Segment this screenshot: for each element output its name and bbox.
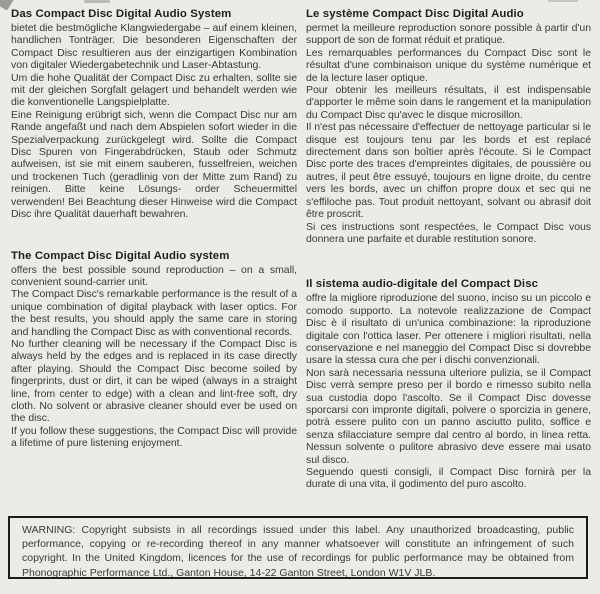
- section-english: [11, 250, 297, 450]
- italian-paragraph-1: offre la migliore riproduzione del suono, inciso su un piccolo e comodo supporto. La notevole realizzazione de Compact Disc è il risultato di un'unica combinazione: la riproduzione digitale con l'ottica laser. Per ottenere i migliori risultati, nella conservazione e nel maneggio del Compact Disc si dovrebbe usare la stessa cura che per i dischi convenzionali.: [306, 292, 591, 367]
- english-section-title: The Compact Disc Digital Audio system: [11, 249, 230, 262]
- copyright-warning-text: WARNING: Copyright subsists in all recordings issued under this label. Any unauthorized broadcasting, public performance, copying or re-recording thereof in any manner whatsoever will constitute an infringement of such copyright. In the United Kingdom, licences for the use of recordings for public performance may be obtained from Phonographic Performance Ltd., Ganton House, 14-22 Ganton Street, London W1V JLB.: [22, 524, 574, 579]
- section-french: [306, 8, 591, 245]
- german-section-title: Das Compact Disc Digital Audio System: [11, 8, 232, 20]
- copyright-warning-box: [8, 516, 588, 579]
- section-german: [11, 8, 297, 221]
- italian-paragraph-2: Non sarà necessaria nessuna ulteriore pulizia, se il Compact Disc verrà sempre preso per il bordo e rimesso subito nella sua custodia dopo l'ascolto. Se il Compact Disc dovesse sporcarsi con impronte digitali, polvere o sporcizia in genere, potrà essere pulito con un panno asciutto pulito, soffice e senza sfilacciature sempre dal centro al bordo, in linea retta. Nessun solvente o pulitore abrasivo deve essere mai usato sul disco.: [306, 366, 591, 466]
- french-paragraph-1: permet la meilleure reproduction sonore possible à partir d'un support de son de format réduit et pratique.: [306, 22, 591, 47]
- italian-paragraph-3: Seguendo questi consigli, il Compact Disc fornirà per la durate di una vita, il godimento del puro ascolto.: [306, 466, 591, 491]
- german-paragraph-2: Um die hohe Qualität der Compact Disc zu erhalten, sollte sie mit der gleichen Sorgfalt gelagert und behandelt werden wie die konventionelle Langspielplatte.: [11, 71, 297, 109]
- english-paragraph-3: No further cleaning will be necessary if the Compact Disc is always held by the edges and is replaced in its case directly after playing. Should the Compact Disc become soiled by fingerprints, dust or dirt, it can be wiped (always in a straight line, from center to edge) with a clean and lint-free soft, dry cloth. No solvent or abrasive cleaner should ever be used on the disc.: [11, 337, 297, 425]
- right-column: [306, 8, 591, 491]
- left-column: [11, 8, 297, 450]
- french-paragraph-3: Pour obtenir les meilleurs résultats, il est indispensable d'apporter le même soin dans le rangement et la manipulation du Compact Disc qu'avec le disque microsillon.: [306, 84, 591, 121]
- scan-artifact-top-right: [548, 0, 578, 2]
- french-paragraph-2: Les remarquables performances du Compact Disc sont le résultat d'une combinaison unique du système numérique et de la lecture laser optique.: [306, 46, 591, 84]
- german-paragraph-3: Eine Reinigung erübrigt sich, wenn die Compact Disc nur am Rande angefaßt und nach dem Abspielen sofort wieder in die Spezialverpackung zurückgelegt wird. Sollte die Compact Disc Spuren von Fingerabdrücken, Staub oder Schmutz aufweisen, ist sie mit einem sauberen, fusselfreien, weichen und trockenen Tuch (geradlinig von der Mitte zum Rand) zu reinigen. Bitte keine Lösungs- order Scheuermittel verwenden! Bei Beachtung dieser Hinweise wird die Compact Disc ihre Qualität dauerhaft bewahren.: [11, 108, 297, 221]
- english-paragraph-4: If you follow these suggestions, the Compact Disc will provide a lifetime of pure listening enjoyment.: [11, 424, 297, 450]
- french-paragraph-5: Si ces instructions sont respectées, le Compact Disc vous donnera une parfaite et durable restitution sonore.: [306, 220, 591, 245]
- german-paragraph-1: bietet die bestmögliche Klangwiedergabe – auf einem kleinen, handlichen Tonträger. Die besonderen Eigenschaften der Compact Disc resultieren aus der einzigartigen Kombination von digitaler Wiedergabetechnik und Laser-Abtastung.: [11, 22, 297, 72]
- italian-section-title: Il sistema audio-digitale del Compact Disc: [306, 278, 539, 291]
- english-paragraph-1: offers the best possible sound reproduction – on a small, convenient sound-carrier unit.: [11, 263, 297, 288]
- french-paragraph-4: Il n'est pas nécessaire d'effectuer de nettoyage particular si le disque est toujours tenu par les bords et est replacé directement dans son boîtier après l'écoute. Si le Compact Disc porte des traces d'empreintes digitales, de poussière ou autres, il peut être essuyé, toujours en ligne droite, du centre vers les bords, avec un chiffon propre doux et sec qui ne s'effiloche pas. Tout produit nettoyant, solvant ou abrasif doit être proscrit.: [306, 121, 591, 221]
- section-italian: [306, 278, 591, 491]
- french-section-title: Le système Compact Disc Digital Audio: [306, 8, 524, 20]
- scan-artifact-top-streak: [84, 0, 110, 3]
- english-paragraph-2: The Compact Disc's remarkable performance is the result of a unique combination of digital playback with laser optics. For the best results, you should apply the same care in storing and handling the Compact Disc as with conventional records.: [11, 288, 297, 338]
